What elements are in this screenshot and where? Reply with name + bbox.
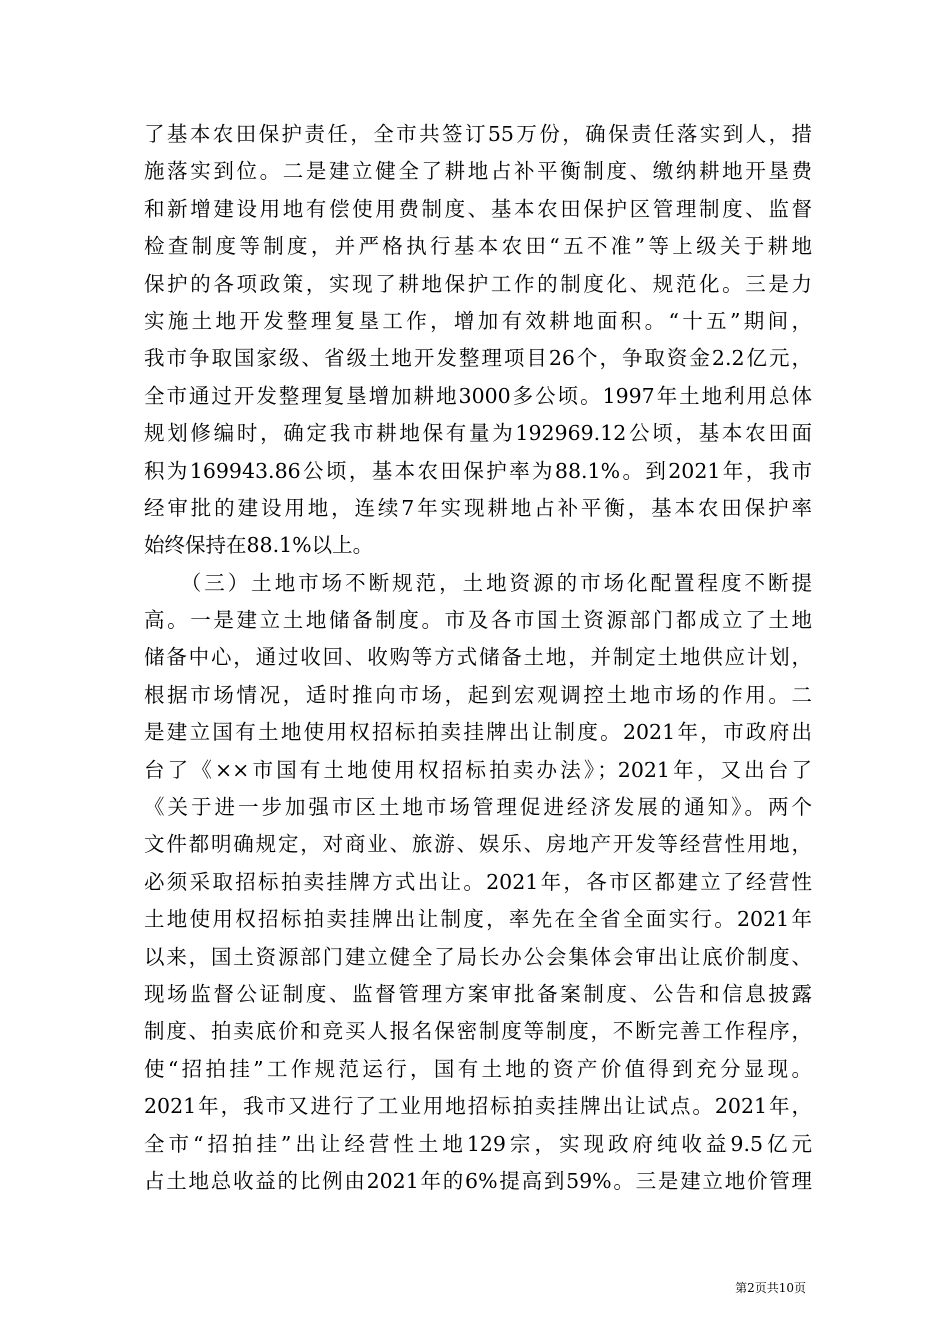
text-line: 制度、拍卖底价和竞买人报名保密制度等制度，不断完善工作程序，: [144, 1019, 812, 1044]
text-line: 高。一是建立土地储备制度。市及各市国土资源部门都成立了土地: [144, 608, 812, 633]
text-line: 必须采取招标拍卖挂牌方式出让。2021年，各市区都建立了经营性: [144, 869, 812, 894]
text-line: 是建立国有土地使用权招标拍卖挂牌出让制度。2021年，市政府出: [144, 720, 812, 745]
text-line: 积为169943.86公顷，基本农田保护率为88.1%。到2021年，我市: [144, 458, 812, 483]
text-line: 以来，国土资源部门建立健全了局长办公会集体会审出让底价制度、: [144, 944, 812, 969]
text-line: 2021年，我市又进行了工业用地招标拍卖挂牌出让试点。2021年，: [144, 1094, 812, 1119]
text-line: 和新增建设用地有偿使用费制度、基本农田保护区管理制度、监督: [144, 196, 812, 221]
text-line: 保护的各项政策，实现了耕地保护工作的制度化、规范化。三是力: [144, 271, 812, 296]
text-line: （三）土地市场不断规范，土地资源的市场化配置程度不断提: [144, 570, 812, 595]
text-line: 了基本农田保护责任，全市共签订55万份，确保责任落实到人，措: [144, 122, 812, 146]
text-line: 经审批的建设用地，连续7年实现耕地占补平衡，基本农田保护率: [144, 495, 812, 520]
text-line: 储备中心，通过收回、收购等方式储备土地，并制定土地供应计划，: [144, 645, 812, 670]
text-line: 规划修编时，确定我市耕地保有量为192969.12公顷，基本农田面: [144, 421, 812, 446]
text-line: 全市“招拍挂”出让经营性土地129宗，实现政府纯收益9.5亿元: [144, 1131, 812, 1156]
text-line: 始终保持在88.1%以上。: [144, 533, 374, 558]
text-line: 《关于进一步加强市区土地市场管理促进经济发展的通知》。两个: [144, 795, 812, 820]
text-line: 检查制度等制度，并严格执行基本农田“五不准”等上级关于耕地: [144, 234, 812, 259]
text-line: 占土地总收益的比例由2021年的6%提高到59%。三是建立地价管理: [144, 1168, 812, 1193]
text-line: 全市通过开发整理复垦增加耕地3000多公顷。1997年土地利用总体: [144, 383, 812, 408]
body-text: [144, 116, 812, 1200]
page-number-footer: 第2页共10页: [735, 1281, 806, 1295]
text-line: 台了《××市国有土地使用权招标拍卖办法》；2021年，又出台了: [144, 757, 812, 782]
text-line: 我市争取国家级、省级土地开发整理项目26个，争取资金2.2亿元，: [144, 346, 812, 371]
text-line: 现场监督公证制度、监督管理方案审批备案制度、公告和信息披露: [144, 981, 812, 1006]
text-line: 使“招拍挂”工作规范运行，国有土地的资产价值得到充分显现。: [144, 1056, 812, 1081]
text-line: 文件都明确规定，对商业、旅游、娱乐、房地产开发等经营性用地，: [144, 832, 812, 857]
text-line: 根据市场情况，适时推向市场，起到宏观调控土地市场的作用。二: [144, 682, 812, 707]
text-line: 土地使用权招标拍卖挂牌出让制度，率先在全省全面实行。2021年: [144, 907, 812, 932]
text-line: 实施土地开发整理复垦工作，增加有效耕地面积。“十五”期间，: [144, 308, 812, 333]
text-line: 施落实到位。二是建立健全了耕地占补平衡制度、缴纳耕地开垦费: [144, 159, 812, 184]
